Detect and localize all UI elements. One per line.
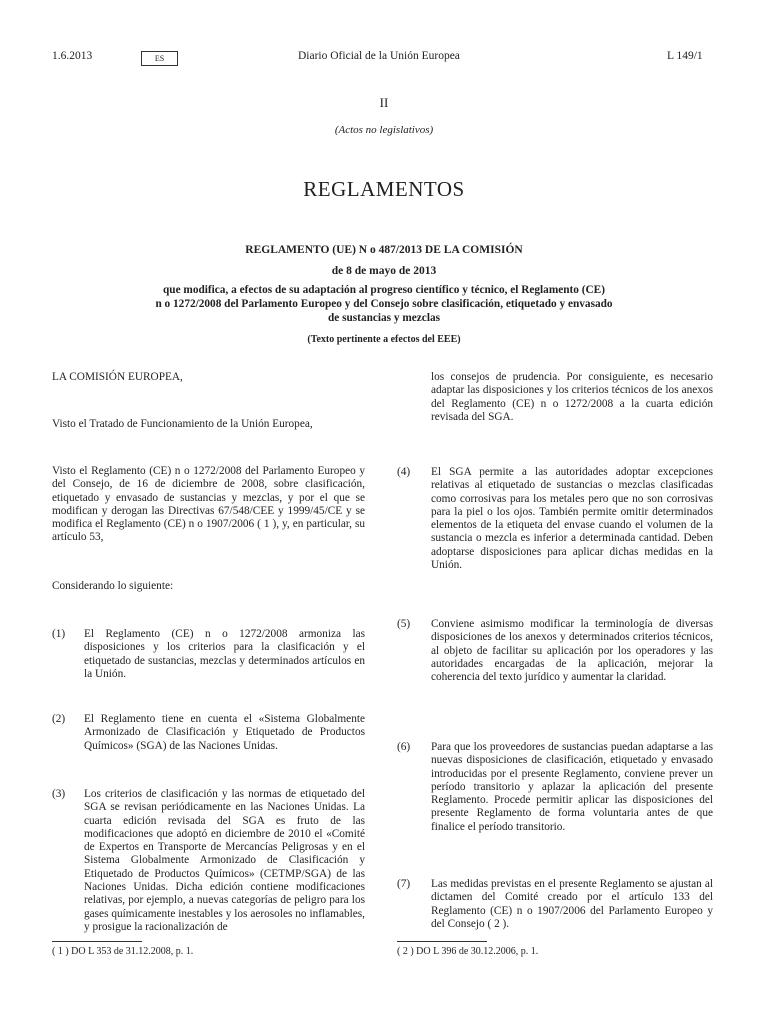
recital-number: (2) — [52, 713, 66, 725]
footnote: ( 1 ) DO L 353 de 31.12.2008, p. 1. — [52, 946, 194, 957]
page-number: L 149/1 — [667, 50, 703, 62]
regulation-subject-line1: que modifica, a efectos de su adaptación al progreso científico y técnico, el Reglamento (CE) — [163, 284, 605, 296]
considerando-heading: Considerando lo siguiente: — [52, 580, 174, 592]
recital-text: El Reglamento (CE) n o 1272/2008 armoniza las disposiciones y los criterios para la clasificación y el etiquetado de sustancias, mezclas y determinados artículos en la Unión. — [84, 628, 365, 680]
visto-tratado: Visto el Tratado de Funcionamiento de la Unión Europea, — [52, 418, 313, 430]
recital-text: Conviene asimismo modificar la terminología de diversas disposiciones de los anexos y determinados criterios técnicos, al objeto de facilitar su aplicación por los operadores y las autoridades encargadas de la aplicación, mejorar la coherencia del texto jurídico y aumentar la claridad. — [431, 618, 713, 684]
recital-number: (1) — [52, 628, 66, 640]
section-number: II — [379, 95, 389, 110]
journal-title: Diario Oficial de la Unión Europea — [298, 50, 460, 62]
footnote-divider — [397, 941, 487, 942]
section-subtitle: (Actos no legislativos) — [334, 124, 434, 136]
visto-reglamento: Visto el Reglamento (CE) n o 1272/2008 del Parlamento Europeo y del Consejo, de 16 de diciembre de 2008, sobre clasificación, etiquetado y envasado de sustancias y mezclas, y por el que se modifican y derogan las Directivas 67/548/CEE y 1999/45/CE y se modifica el Reglamento (CE) n o 1907/2006 ( 1 ), y, en particular, su artículo 53, — [52, 465, 365, 544]
recital-number: (5) — [397, 618, 411, 630]
recital-text: Para que los proveedores de sustancias puedan adaptarse a las nuevas disposiciones de clasificación, etiquetado y envasado introducidas por el presente Reglamento, conviene prever un período transitorio y aplazar la aplicación del presente Reglamento. Procede permitir aplicar las disposiciones del presente Reglamento de forma voluntaria antes de que finalice el período transitorio. — [431, 741, 713, 833]
page-heading: REGLAMENTOS — [303, 177, 465, 201]
commission-intro: LA COMISIÓN EUROPEA, — [52, 371, 183, 383]
regulation-subject-line2: n o 1272/2008 del Parlamento Europeo y del Consejo sobre clasificación, etiquetado y envasado — [155, 298, 613, 310]
language-badge: ES — [141, 51, 178, 66]
eee-note: (Texto pertinente a efectos del EEE) — [307, 334, 461, 345]
recital-number: (6) — [397, 741, 411, 753]
footnote: ( 2 ) DO L 396 de 30.12.2006, p. 1. — [397, 946, 539, 957]
recital-number: (7) — [397, 878, 411, 890]
regulation-title: REGLAMENTO (UE) N o 487/2013 DE LA COMISIÓN — [245, 244, 523, 256]
recital-number: (4) — [397, 466, 411, 478]
regulation-date: de 8 de mayo de 2013 — [331, 265, 437, 277]
recital-text: El Reglamento tiene en cuenta el «Sistema Globalmente Armonizado de Clasificación y Etiquetado de Productos Químicos» (SGA) de las Naciones Unidas. — [84, 713, 365, 752]
header-date: 1.6.2013 — [52, 50, 93, 62]
regulation-subject-line3: de sustancias y mezclas — [327, 312, 441, 324]
recital-text: Los criterios de clasificación y las normas de etiquetado del SGA se revisan periódicamente en las Naciones Unidas. La cuarta edición revisada del SGA es fruto de las modificaciones que adoptó en diciembre de 2010 el «Comité de Expertos en Transporte de Mercancías Peligrosas y en el Sistema Globalmente Armonizado de Clasificación y Etiquetado de Productos Químicos» (CETMP/SGA) de las Naciones Unidas. Dicha edición contiene modificaciones relativas, por ejemplo, a nuevas categorías de peligro para los gases químicamente inestables y los aerosoles no inflamables, y prosigue la racionalización de — [84, 788, 365, 933]
recital-continuation: los consejos de prudencia. Por consiguiente, es necesario adaptar las disposiciones y los criterios técnicos de los anexos del Reglamento (CE) n o 1272/2008 a la cuarta edición revisada del SGA. — [431, 371, 713, 423]
recital-number: (3) — [52, 788, 66, 800]
recital-text: Las medidas previstas en el presente Reglamento se ajustan al dictamen del Comité creado por el artículo 133 del Reglamento (CE) n o 1907/2006 del Parlamento Europeo y del Consejo ( 2 ). — [431, 878, 713, 930]
recital-text: El SGA permite a las autoridades adoptar excepciones relativas al etiquetado de sustancias o mezclas clasificadas como corrosivas para los metales pero que no son corrosivas para la piel o los ojos. También permite omitir determinados elementos de la etiqueta del envase cuando el volumen de la sustancia o mezcla es inferior a determinada cantidad. Deben adoptarse disposiciones para aplicar dichas medidas en la Unión. — [431, 466, 713, 572]
footnote-divider — [52, 941, 142, 942]
